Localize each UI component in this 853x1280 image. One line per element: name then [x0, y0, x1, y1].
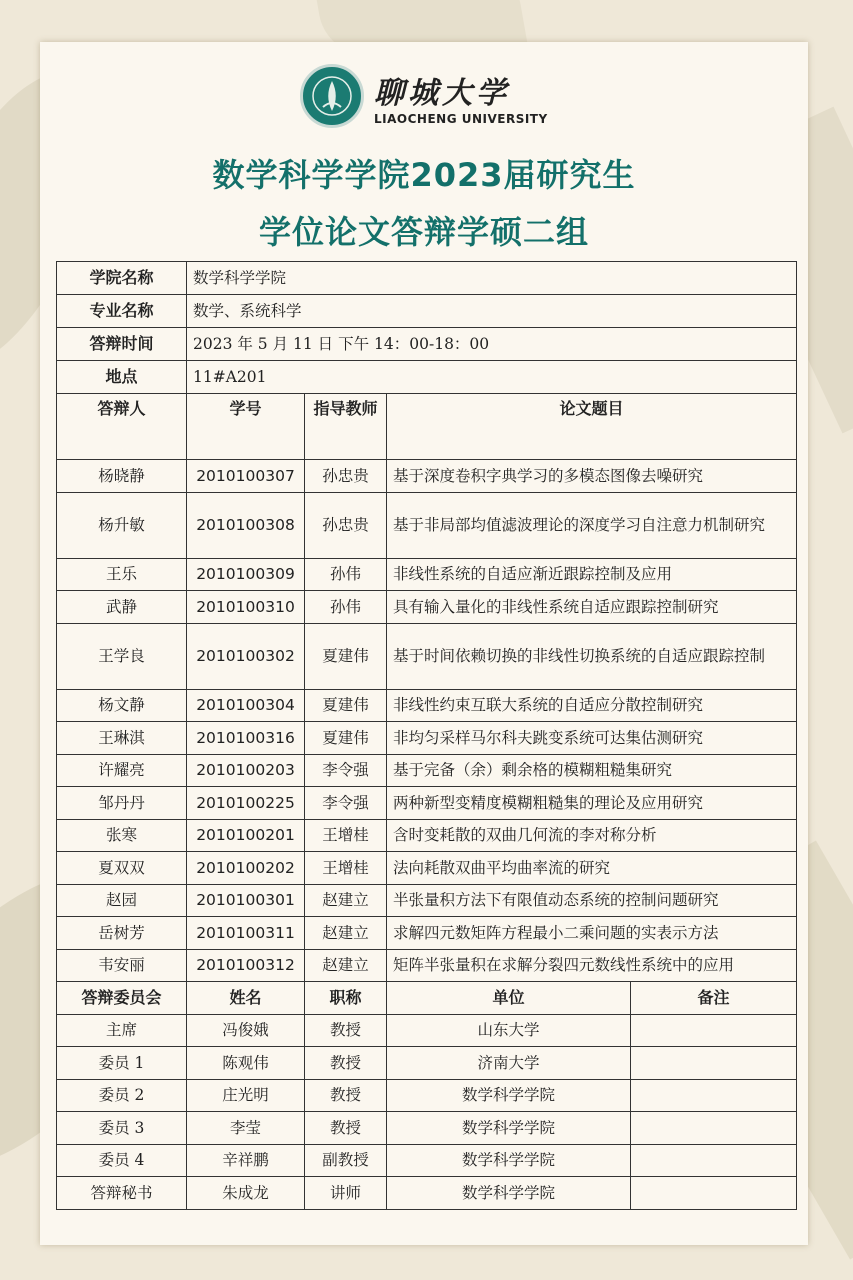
student-id: 2010100307 [187, 460, 305, 493]
student-name: 杨晓静 [57, 460, 187, 493]
committee-member-name: 朱成龙 [187, 1177, 305, 1210]
committee-member-name: 辛祥鹏 [187, 1144, 305, 1177]
advisor-name: 孙伟 [305, 591, 387, 624]
table-row [57, 949, 797, 982]
column-header-note: 备注 [631, 982, 797, 1015]
table-row [57, 819, 797, 852]
table-row [57, 623, 797, 689]
table-row [57, 1144, 797, 1177]
student-name: 韦安丽 [57, 949, 187, 982]
table-row [57, 591, 797, 624]
student-name: 武静 [57, 591, 187, 624]
thesis-title: 两种新型变精度模糊粗糙集的理论及应用研究 [387, 787, 797, 820]
student-id: 2010100311 [187, 917, 305, 950]
student-id: 2010100225 [187, 787, 305, 820]
advisor-name: 李令强 [305, 754, 387, 787]
advisor-name: 赵建立 [305, 884, 387, 917]
student-id: 2010100308 [187, 492, 305, 558]
student-name: 许耀亮 [57, 754, 187, 787]
thesis-title: 非线性约束互联大系统的自适应分散控制研究 [387, 689, 797, 722]
thesis-title: 基于时间依赖切换的非线性切换系统的自适应跟踪控制 [387, 623, 797, 689]
committee-member-name: 李莹 [187, 1112, 305, 1145]
committee-member-note [631, 1079, 797, 1112]
advisor-name: 夏建伟 [305, 722, 387, 755]
university-name-en: LIAOCHENG UNIVERSITY [374, 112, 548, 126]
committee-role: 委员 2 [57, 1079, 187, 1112]
thesis-title: 半张量积方法下有限值动态系统的控制问题研究 [387, 884, 797, 917]
table-row [57, 492, 797, 558]
committee-member-note [631, 1177, 797, 1210]
advisor-name: 孙忠贵 [305, 460, 387, 493]
column-header-unit: 单位 [387, 982, 631, 1015]
column-header-role: 答辩委员会 [57, 982, 187, 1015]
thesis-title: 具有输入量化的非线性系统自适应跟踪控制研究 [387, 591, 797, 624]
page-title: 数学科学学院2023届研究生 [212, 156, 636, 194]
committee-role: 答辩秘书 [57, 1177, 187, 1210]
student-id: 2010100310 [187, 591, 305, 624]
advisor-name: 赵建立 [305, 917, 387, 950]
committee-member-unit: 山东大学 [387, 1014, 631, 1047]
table-row [57, 1177, 797, 1210]
student-name: 王琳淇 [57, 722, 187, 755]
committee-member-title: 教授 [305, 1047, 387, 1080]
info-value: 数学科学学院 [187, 262, 797, 295]
committee-role: 主席 [57, 1014, 187, 1047]
info-value: 数学、系统科学 [187, 295, 797, 328]
info-value: 11#A201 [187, 361, 797, 394]
table-row [57, 917, 797, 950]
advisor-name: 王增桂 [305, 852, 387, 885]
info-label: 专业名称 [57, 295, 187, 328]
info-label: 答辩时间 [57, 328, 187, 361]
column-header-title: 职称 [305, 982, 387, 1015]
advisor-name: 孙伟 [305, 558, 387, 591]
column-header-student: 答辩人 [57, 394, 187, 460]
thesis-title: 法向耗散双曲平均曲率流的研究 [387, 852, 797, 885]
committee-member-unit: 数学科学学院 [387, 1079, 631, 1112]
table-row [57, 1112, 797, 1145]
committee-member-note [631, 1014, 797, 1047]
committee-member-name: 冯俊娥 [187, 1014, 305, 1047]
thesis-title: 基于完备（余）剩余格的模糊粗糙集研究 [387, 754, 797, 787]
table-row [57, 852, 797, 885]
advisor-name: 夏建伟 [305, 623, 387, 689]
defense-schedule-table [56, 261, 797, 1210]
column-header-advisor: 指导教师 [305, 394, 387, 460]
committee-member-unit: 济南大学 [387, 1047, 631, 1080]
student-name: 岳树芳 [57, 917, 187, 950]
student-id: 2010100312 [187, 949, 305, 982]
university-logo [300, 64, 550, 132]
student-id: 2010100203 [187, 754, 305, 787]
committee-member-title: 教授 [305, 1112, 387, 1145]
committee-member-unit: 数学科学学院 [387, 1144, 631, 1177]
student-id: 2010100202 [187, 852, 305, 885]
student-id: 2010100309 [187, 558, 305, 591]
table-row [57, 689, 797, 722]
table-row [57, 884, 797, 917]
thesis-title: 非线性系统的自适应渐近跟踪控制及应用 [387, 558, 797, 591]
student-name: 杨升敏 [57, 492, 187, 558]
student-id: 2010100201 [187, 819, 305, 852]
committee-role: 委员 4 [57, 1144, 187, 1177]
column-header-thesis: 论文题目 [387, 394, 797, 460]
student-name: 夏双双 [57, 852, 187, 885]
committee-role: 委员 1 [57, 1047, 187, 1080]
page-subtitle: 学位论文答辩学硕二组 [258, 213, 589, 251]
committee-member-unit: 数学科学学院 [387, 1177, 631, 1210]
column-header-student-id: 学号 [187, 394, 305, 460]
table-row [57, 1047, 797, 1080]
committee-member-name: 陈观伟 [187, 1047, 305, 1080]
committee-member-name: 庄光明 [187, 1079, 305, 1112]
committee-member-title: 副教授 [305, 1144, 387, 1177]
thesis-title: 含时变耗散的双曲几何流的李对称分析 [387, 819, 797, 852]
committee-member-unit: 数学科学学院 [387, 1112, 631, 1145]
advisor-name: 李令强 [305, 787, 387, 820]
advisor-name: 孙忠贵 [305, 492, 387, 558]
committee-member-note [631, 1144, 797, 1177]
committee-member-title: 教授 [305, 1014, 387, 1047]
info-row [57, 262, 797, 295]
university-emblem-icon [300, 64, 364, 128]
info-label: 地点 [57, 361, 187, 394]
student-name: 赵园 [57, 884, 187, 917]
committee-role: 委员 3 [57, 1112, 187, 1145]
info-row [57, 361, 797, 394]
student-name: 王学良 [57, 623, 187, 689]
advisor-name: 王增桂 [305, 819, 387, 852]
committee-member-note [631, 1112, 797, 1145]
thesis-title: 矩阵半张量积在求解分裂四元数线性系统中的应用 [387, 949, 797, 982]
advisor-name: 夏建伟 [305, 689, 387, 722]
advisor-name: 赵建立 [305, 949, 387, 982]
table-row [57, 787, 797, 820]
student-name: 杨文静 [57, 689, 187, 722]
committee-member-title: 讲师 [305, 1177, 387, 1210]
thesis-title: 基于深度卷积字典学习的多模态图像去噪研究 [387, 460, 797, 493]
table-row [57, 1014, 797, 1047]
table-row [57, 460, 797, 493]
table-row [57, 1079, 797, 1112]
thesis-title: 非均匀采样马尔科夫跳变系统可达集估测研究 [387, 722, 797, 755]
committee-header-row [57, 982, 797, 1015]
thesis-title: 基于非局部均值滤波理论的深度学习自注意力机制研究 [387, 492, 797, 558]
info-label: 学院名称 [57, 262, 187, 295]
students-header-row [57, 394, 797, 460]
committee-member-title: 教授 [305, 1079, 387, 1112]
student-name: 邹丹丹 [57, 787, 187, 820]
student-name: 张寒 [57, 819, 187, 852]
student-id: 2010100301 [187, 884, 305, 917]
table-row [57, 722, 797, 755]
column-header-name: 姓名 [187, 982, 305, 1015]
student-id: 2010100316 [187, 722, 305, 755]
poster-card [40, 42, 808, 1245]
info-row [57, 328, 797, 361]
table-row [57, 558, 797, 591]
university-name-cn: 聊城大学 [374, 76, 510, 111]
student-id: 2010100304 [187, 689, 305, 722]
info-value: 2023 年 5 月 11 日 下午 14：00-18：00 [187, 328, 797, 361]
committee-member-note [631, 1047, 797, 1080]
info-row [57, 295, 797, 328]
student-id: 2010100302 [187, 623, 305, 689]
student-name: 王乐 [57, 558, 187, 591]
table-row [57, 754, 797, 787]
thesis-title: 求解四元数矩阵方程最小二乘问题的实表示方法 [387, 917, 797, 950]
